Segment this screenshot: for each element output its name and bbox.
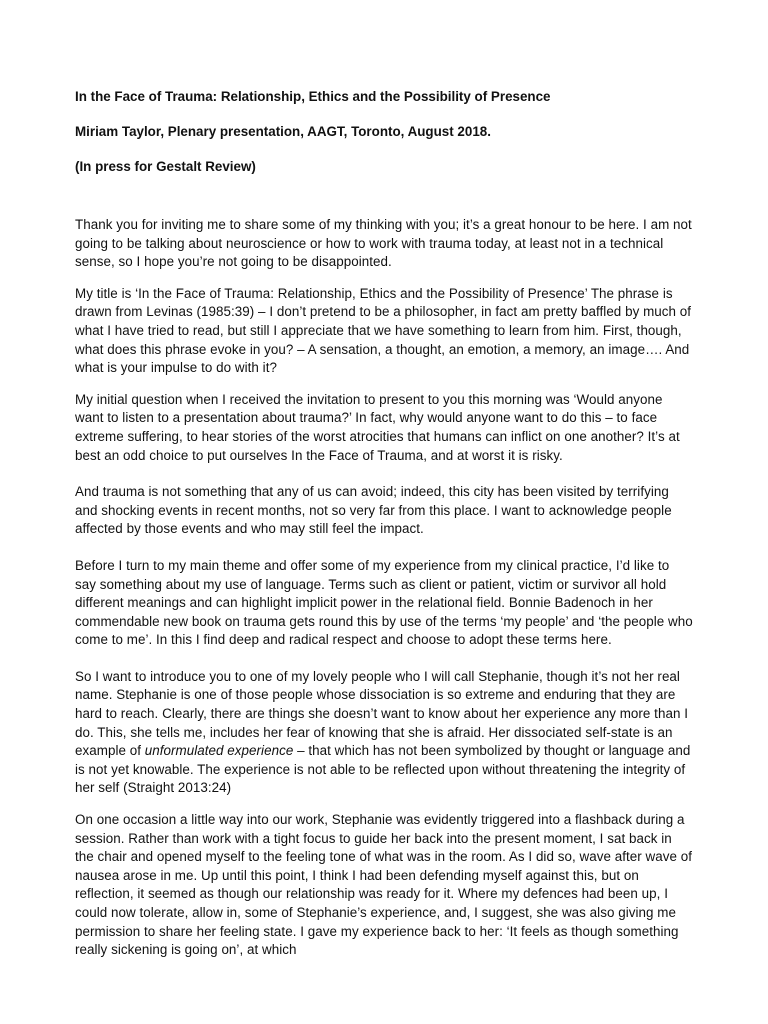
press-note: (In press for Gestalt Review)	[75, 159, 256, 174]
paragraph-language: Before I turn to my main theme and offer some of my experience from my clinical practice, I’d like to say something about my use of language. Terms such as client or patient, victim or survivor all hold different meanings and can highlight implicit power in the relational field. Bonnie Badenoch in her commendable new book on trauma gets round this by use of the terms ‘my people’ and ‘the people who come to me’. In this I find deep and radical respect and choose to adopt these terms here.	[75, 557, 693, 648]
paragraph-title-explanation: My title is ‘In the Face of Trauma: Relationship, Ethics and the Possibility of Presence’ The phrase is drawn from Levinas (1985:39) – I don’t pretend to be a philosopher, in fact am pretty baffled by much of what I have tried to read, but still I appreciate that we have something to learn from him. First, though, what does this phrase evoke in you? – A sensation, a thought, an emotion, a memory, an image…. And what is your impulse to do with it?	[75, 285, 692, 376]
paragraph-stephanie	[75, 668, 693, 798]
paragraph-stephanie-part-2: – that which has not been symbolized by thought or language and is not yet knowable. The experience is not able to be reflected upon without threatening the integrity of her self (Straight 2013:24)	[75, 743, 691, 796]
document-page	[75, 88, 693, 973]
paragraph-trauma-city: And trauma is not something that any of us can avoid; indeed, this city has been visited by terrifying and shocking events in recent months, not so very far from this place. I want to acknowledge people affected by those events and who may still feel the impact.	[75, 484, 672, 537]
document-title: In the Face of Trauma: Relationship, Ethics and the Possibility of Presence	[75, 89, 551, 104]
paragraph-flashback: On one occasion a little way into our work, Stephanie was evidently triggered into a flashback during a session. Rather than work with a tight focus to guide her back into the present moment, I sat back in the chair and opened myself to the feeling tone of what was in the room. As I did so, wave after wave of nausea arose in me. Up until this point, I think I had been defending myself against this, but on reflection, it seemed as though our relationship was ready for it. Where my defences had been up, I could now tolerate, allow in, some of Stephanie’s experience, and, I suggest, she was also giving me permission to share her feeling state. I gave my experience back to her: ‘It feels as though something really sickening is going on’, at which	[75, 812, 693, 958]
author-line: Miriam Taylor, Plenary presentation, AAGT, Toronto, August 2018.	[75, 124, 491, 139]
paragraph-stephanie-part-1: So I want to introduce you to one of my lovely people who I will call Stephanie, though it’s not her real name. Stephanie is one of those people whose dissociation is so extreme and enduring that they are hard to reach. Clearly, there are things she doesn’t want to know about her experience any more than I do. This, she tells me, includes her fear of knowing that she is afraid. Her dissociated self-state is an example of	[75, 668, 688, 759]
paragraph-initial-question: My initial question when I received the invitation to present to you this morning was ‘Would anyone want to listen to a presentation about trauma?’ In fact, why would anyone want to do this – to face extreme suffering, to hear stories of the worst atrocities that humans can inflict on one another? It’s at best an odd choice to put ourselves In the Face of Trauma, and at worst it is risky.	[75, 391, 680, 463]
emphasis-unformulated-experience: unformulated experience	[144, 743, 294, 759]
paragraph-intro: Thank you for inviting me to share some of my thinking with you; it’s a great honour to be here. I am not going to be talking about neuroscience or how to work with trauma today, at least not in a technical sense, so I hope you’re not going to be disappointed.	[75, 217, 692, 270]
